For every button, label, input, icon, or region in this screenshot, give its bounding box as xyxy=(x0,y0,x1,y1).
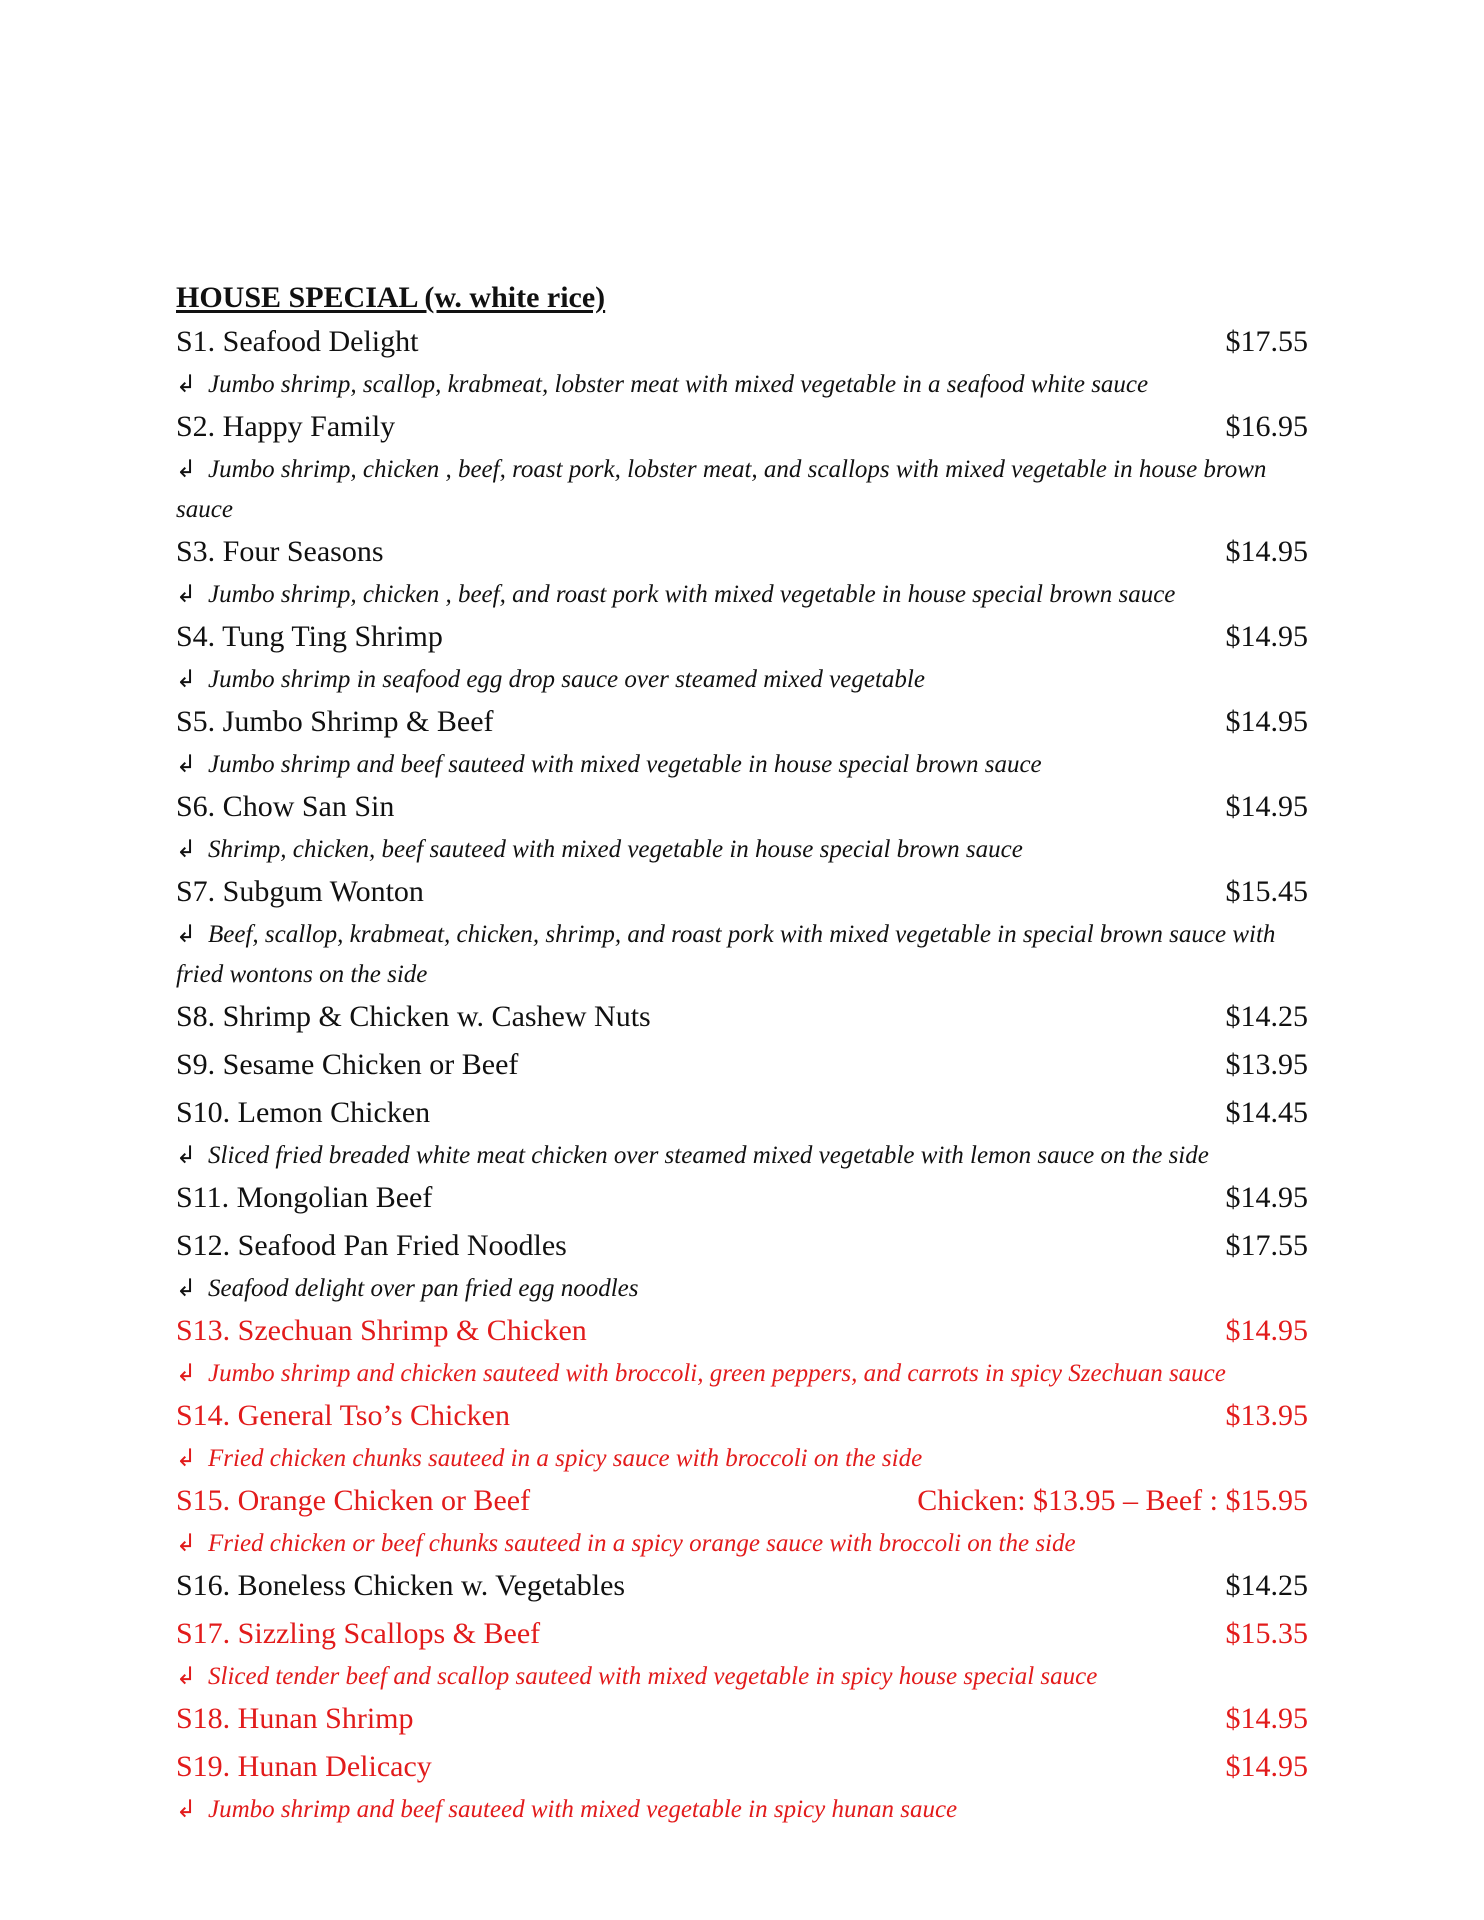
menu-item-description-text: Jumbo shrimp, scallop, krabmeat, lobster meat with mixed vegetable in a seafood white sauce xyxy=(208,371,1149,398)
menu-item-price: $14.95 xyxy=(1225,535,1308,568)
menu-item-price: $14.95 xyxy=(1225,1750,1308,1783)
menu-item-name: S10. Lemon Chicken xyxy=(176,1096,431,1129)
arrow-down-left-icon: ↲ xyxy=(176,1274,197,1302)
menu-item xyxy=(176,1224,1308,1268)
arrow-down-left-icon: ↲ xyxy=(176,455,197,483)
menu-item xyxy=(176,1309,1308,1353)
menu-item-name: S18. Hunan Shrimp xyxy=(176,1702,414,1735)
menu-item xyxy=(176,320,1308,364)
menu-item xyxy=(176,1176,1308,1220)
menu-item-name: S12. Seafood Pan Fried Noodles xyxy=(176,1229,567,1262)
menu-item-price: $14.95 xyxy=(1225,1314,1308,1347)
menu-item-price: $14.95 xyxy=(1225,705,1308,738)
arrow-down-left-icon: ↲ xyxy=(176,920,197,948)
menu-item-name: S4. Tung Ting Shrimp xyxy=(176,620,443,653)
arrow-down-left-icon: ↲ xyxy=(176,1141,197,1169)
menu-item-description xyxy=(176,574,1308,615)
arrow-down-left-icon: ↲ xyxy=(176,1662,197,1690)
menu-item-name: S5. Jumbo Shrimp & Beef xyxy=(176,705,494,738)
menu-item xyxy=(176,1479,1308,1523)
menu-item-description xyxy=(176,1656,1308,1697)
menu-item xyxy=(176,1043,1308,1087)
menu-item-price: $13.95 xyxy=(1225,1048,1308,1081)
menu-item-name: S11. Mongolian Beef xyxy=(176,1181,433,1214)
menu-item-price: $17.55 xyxy=(1225,325,1308,358)
menu-item-name: S2. Happy Family xyxy=(176,410,396,443)
menu-item-price: $14.95 xyxy=(1225,790,1308,823)
menu-item xyxy=(176,995,1308,1039)
menu-item-price: $15.45 xyxy=(1225,875,1308,908)
menu-item-name: S3. Four Seasons xyxy=(176,535,384,568)
menu-item xyxy=(176,405,1308,449)
menu-item-description xyxy=(176,1789,1308,1830)
menu-item-description xyxy=(176,1135,1308,1176)
arrow-down-left-icon: ↲ xyxy=(176,1529,197,1557)
menu-item-name: S16. Boneless Chicken w. Vegetables xyxy=(176,1569,626,1602)
arrow-down-left-icon: ↲ xyxy=(176,1795,197,1823)
menu-item-description xyxy=(176,1438,1308,1479)
section-heading: HOUSE SPECIAL (w. white rice) xyxy=(176,281,606,314)
menu-item-name: S7. Subgum Wonton xyxy=(176,875,424,908)
arrow-down-left-icon: ↲ xyxy=(176,580,197,608)
menu-item-description-text: Beef, scallop, krabmeat, chicken, shrimp, and roast pork with mixed vegetable in special brown sauce with fried wontons on the side xyxy=(176,921,1276,988)
menu-item-name: S15. Orange Chicken or Beef xyxy=(176,1484,531,1517)
menu-item-description xyxy=(176,829,1308,870)
menu-item-name: S1. Seafood Delight xyxy=(176,325,419,358)
menu-item-description-text: Jumbo shrimp and chicken sauteed with broccoli, green peppers, and carrots in spicy Szechuan sauce xyxy=(208,1360,1226,1387)
menu-item-name: S13. Szechuan Shrimp & Chicken xyxy=(176,1314,587,1347)
menu-item xyxy=(176,530,1308,574)
menu-item-name: S8. Shrimp & Chicken w. Cashew Nuts xyxy=(176,1000,651,1033)
menu-item-description-text: Jumbo shrimp and beef sauteed with mixed vegetable in house special brown sauce xyxy=(208,751,1042,778)
menu-item xyxy=(176,615,1308,659)
menu-item xyxy=(176,1091,1308,1135)
menu-item-price: $17.55 xyxy=(1225,1229,1308,1262)
arrow-down-left-icon: ↲ xyxy=(176,750,197,778)
menu-item-description xyxy=(176,1268,1308,1309)
menu-item-price: $15.35 xyxy=(1225,1617,1308,1650)
menu-item-description-text: Sliced tender beef and scallop sauteed with mixed vegetable in spicy house special sauce xyxy=(208,1663,1098,1690)
menu-item-name: S6. Chow San Sin xyxy=(176,790,395,823)
menu-item-description-text: Fried chicken or beef chunks sauteed in a spicy orange sauce with broccoli on the side xyxy=(208,1530,1076,1557)
menu-item-name: S14. General Tso’s Chicken xyxy=(176,1399,510,1432)
menu-item-price: $14.45 xyxy=(1225,1096,1308,1129)
menu-item-description xyxy=(176,449,1308,530)
menu-item-price: $14.95 xyxy=(1225,620,1308,653)
menu-item xyxy=(176,700,1308,744)
menu-item-description-text: Jumbo shrimp in seafood egg drop sauce over steamed mixed vegetable xyxy=(208,666,925,693)
menu-item-price: $14.95 xyxy=(1225,1181,1308,1214)
arrow-down-left-icon: ↲ xyxy=(176,665,197,693)
menu-item-price: $14.25 xyxy=(1225,1000,1308,1033)
menu-item xyxy=(176,1697,1308,1741)
menu-item-price: $16.95 xyxy=(1225,410,1308,443)
menu-item-description xyxy=(176,659,1308,700)
menu-item-description xyxy=(176,1523,1308,1564)
menu-item xyxy=(176,1745,1308,1789)
menu-item-description-text: Sliced fried breaded white meat chicken over steamed mixed vegetable with lemon sauce on the side xyxy=(208,1142,1209,1169)
menu-item-description-text: Jumbo shrimp, chicken , beef, and roast pork with mixed vegetable in house special brown sauce xyxy=(208,581,1176,608)
menu-item-description-text: Shrimp, chicken, beef sauteed with mixed vegetable in house special brown sauce xyxy=(208,836,1023,863)
menu-item-price: $14.25 xyxy=(1225,1569,1308,1602)
menu-item-price: Chicken: $13.95 – Beef : $15.95 xyxy=(917,1484,1308,1517)
menu-item-description xyxy=(176,914,1308,995)
menu-item-name: S17. Sizzling Scallops & Beef xyxy=(176,1617,541,1650)
menu-item xyxy=(176,870,1308,914)
arrow-down-left-icon: ↲ xyxy=(176,835,197,863)
menu-item xyxy=(176,1394,1308,1438)
arrow-down-left-icon: ↲ xyxy=(176,370,197,398)
menu-item-description xyxy=(176,1353,1308,1394)
menu-item-name: S9. Sesame Chicken or Beef xyxy=(176,1048,519,1081)
menu-item xyxy=(176,1564,1308,1608)
menu-item-description-text: Fried chicken chunks sauteed in a spicy sauce with broccoli on the side xyxy=(208,1445,923,1472)
menu-item-price: $13.95 xyxy=(1225,1399,1308,1432)
arrow-down-left-icon: ↲ xyxy=(176,1359,197,1387)
menu-item-description xyxy=(176,364,1308,405)
menu-item-description-text: Seafood delight over pan fried egg noodles xyxy=(208,1275,639,1302)
menu-item-description-text: Jumbo shrimp and beef sauteed with mixed vegetable in spicy hunan sauce xyxy=(208,1796,958,1823)
menu-item-list xyxy=(176,320,1308,1830)
menu-item-name: S19. Hunan Delicacy xyxy=(176,1750,432,1783)
menu-item-price: $14.95 xyxy=(1225,1702,1308,1735)
menu-item-description-text: Jumbo shrimp, chicken , beef, roast pork, lobster meat, and scallops with mixed vegetable in house brown sauce xyxy=(176,456,1267,523)
menu-item xyxy=(176,1612,1308,1656)
arrow-down-left-icon: ↲ xyxy=(176,1444,197,1472)
menu-page xyxy=(176,278,1308,1830)
menu-item-description xyxy=(176,744,1308,785)
menu-item xyxy=(176,785,1308,829)
